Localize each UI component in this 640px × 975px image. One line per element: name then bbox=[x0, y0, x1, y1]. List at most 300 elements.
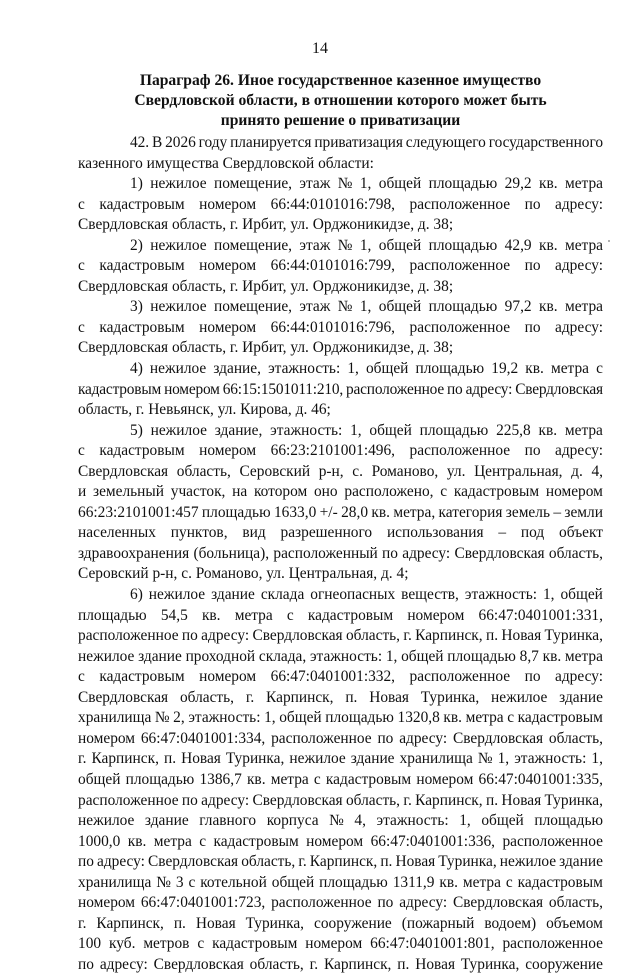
body-line: Свердловская область, г. Ирбит, ул. Орджоникидзе, д. 38; bbox=[78, 339, 454, 357]
word: 66:47:0401001:801, bbox=[370, 935, 495, 953]
word: метра bbox=[153, 832, 192, 850]
word: № bbox=[156, 873, 171, 891]
word: номером bbox=[78, 729, 136, 747]
body-line bbox=[78, 482, 603, 503]
word: проходной bbox=[185, 647, 256, 665]
word: 66:44:0101016:798, bbox=[270, 195, 396, 213]
body-line bbox=[78, 647, 603, 668]
word: нежилое bbox=[150, 298, 207, 316]
body-line: Свердловская область, г. Ирбит, ул. Орджоникидзе, д. 38; bbox=[78, 277, 454, 295]
word: метра bbox=[550, 360, 589, 378]
word: п. bbox=[397, 955, 410, 973]
word: нежилое bbox=[150, 175, 207, 193]
word: помещение, bbox=[213, 298, 292, 316]
word: вид bbox=[242, 524, 266, 542]
word: по bbox=[377, 729, 394, 747]
word: 225,8 bbox=[496, 421, 531, 439]
word: земельный bbox=[93, 483, 164, 501]
word: нежилое bbox=[148, 586, 206, 604]
heading-line: принято решение о приватизации bbox=[220, 112, 461, 129]
word: с bbox=[78, 195, 85, 213]
body-line: Серовский р-н, с. Романово, ул. Центральная, д. 4; bbox=[78, 565, 409, 583]
word: 1, bbox=[264, 709, 276, 727]
word: котором bbox=[253, 483, 308, 501]
body-line: область, г. Невьянск, ул. Кирова, д. 46; bbox=[78, 401, 331, 419]
word: этаж bbox=[299, 298, 331, 316]
word: № bbox=[337, 236, 353, 254]
word: по bbox=[524, 257, 541, 275]
word: 1, bbox=[542, 586, 555, 604]
word: площадью bbox=[201, 503, 271, 521]
word: Туринка, bbox=[460, 955, 520, 973]
word: этажность: bbox=[270, 421, 343, 439]
word: Туринка, bbox=[438, 853, 497, 871]
word: здание bbox=[138, 647, 182, 665]
word: № bbox=[477, 750, 493, 768]
word: номером bbox=[306, 832, 364, 850]
word: Свердловская bbox=[78, 688, 169, 706]
word: метра bbox=[564, 175, 603, 193]
word: участок, bbox=[170, 483, 226, 501]
word: здание, bbox=[213, 360, 261, 378]
body-line bbox=[78, 359, 603, 380]
word: 1, bbox=[497, 750, 510, 768]
word: Свердловская bbox=[153, 955, 244, 973]
word: Новая bbox=[395, 853, 436, 871]
word: п. bbox=[380, 853, 393, 871]
document-body bbox=[78, 133, 603, 975]
word: корпуса bbox=[266, 812, 319, 830]
body-line bbox=[78, 832, 603, 853]
body-line bbox=[78, 811, 603, 832]
word: Свердловская bbox=[252, 627, 343, 645]
word: с bbox=[78, 668, 85, 686]
word: кв. bbox=[539, 175, 558, 193]
word: г. bbox=[309, 955, 319, 973]
word: здание bbox=[211, 586, 255, 604]
word: площадью bbox=[325, 709, 394, 727]
word: кадастровым bbox=[307, 606, 394, 624]
word: по bbox=[524, 318, 541, 336]
body-line bbox=[78, 893, 603, 914]
word: ул. bbox=[446, 462, 466, 480]
word: кадастровым bbox=[213, 832, 299, 850]
word: нежилое bbox=[149, 360, 207, 378]
word: Карпинск, bbox=[91, 750, 159, 768]
body-line bbox=[78, 585, 603, 606]
word: 1, bbox=[591, 750, 603, 768]
word: площадью bbox=[428, 236, 498, 254]
word: общей bbox=[369, 421, 412, 439]
word: 2026 bbox=[165, 134, 196, 151]
word: кв. bbox=[443, 709, 463, 727]
body-line bbox=[78, 606, 603, 627]
word: расположенное bbox=[271, 894, 372, 912]
word: расположенное bbox=[409, 668, 511, 686]
word: 66:23:2101001:496, bbox=[270, 442, 396, 460]
body-line bbox=[78, 441, 603, 462]
body-line bbox=[78, 749, 603, 770]
word: 1, bbox=[347, 360, 359, 378]
word: г. bbox=[298, 853, 307, 871]
body-line bbox=[78, 934, 603, 955]
word: Свердловская bbox=[454, 544, 545, 562]
word: площадью bbox=[319, 873, 388, 891]
word: Новая bbox=[369, 688, 409, 706]
word: главного bbox=[199, 812, 257, 830]
heading-line: Свердловской области, в отношении которого может быть bbox=[134, 92, 547, 109]
word: по bbox=[447, 380, 463, 398]
word: здание bbox=[350, 750, 395, 768]
word: кв. bbox=[539, 298, 558, 316]
word: Туринка, bbox=[544, 627, 603, 645]
word: нежилое bbox=[78, 812, 135, 830]
word: область, bbox=[548, 894, 603, 912]
word: метра bbox=[462, 873, 501, 891]
word: 66:47:0401001:335, bbox=[478, 770, 603, 788]
word: оно bbox=[313, 483, 338, 501]
word: общей bbox=[279, 709, 322, 727]
word: общей bbox=[378, 175, 422, 193]
word: расположенное bbox=[409, 257, 511, 275]
word: 66:23:2101001:457 bbox=[78, 503, 199, 521]
word: адресу: bbox=[555, 318, 603, 336]
word: – bbox=[553, 503, 562, 521]
word: номером bbox=[416, 770, 474, 788]
word: 28,0 bbox=[341, 503, 369, 521]
word: хранилища bbox=[399, 750, 473, 768]
word: метра, bbox=[393, 503, 436, 521]
word: Свердловская bbox=[78, 462, 169, 480]
word: с bbox=[188, 873, 196, 891]
word: кадастровым bbox=[517, 709, 603, 727]
word: земли bbox=[564, 503, 603, 521]
word: общей bbox=[401, 647, 444, 665]
word: Карпинск, bbox=[266, 688, 334, 706]
word: по bbox=[377, 894, 394, 912]
word: кв. bbox=[201, 606, 221, 624]
word: кв. bbox=[542, 647, 562, 665]
word: Туринка, bbox=[245, 914, 305, 932]
body-line bbox=[78, 195, 603, 216]
word: общей bbox=[78, 770, 121, 788]
word: по bbox=[524, 442, 541, 460]
word: расположено, bbox=[344, 483, 434, 501]
word: здание bbox=[559, 688, 603, 706]
word: 97,2 bbox=[504, 298, 532, 316]
body-line bbox=[78, 544, 603, 565]
word: общей bbox=[481, 812, 524, 830]
word: площадью bbox=[415, 360, 485, 378]
word: область, bbox=[241, 853, 296, 871]
word: 1, bbox=[350, 421, 362, 439]
word: 5) bbox=[130, 421, 143, 439]
body-line bbox=[78, 297, 603, 318]
word: площадью bbox=[428, 298, 498, 316]
heading-line: Параграф 26. Иное государственное казенное имущество bbox=[139, 72, 542, 89]
word: расположенное bbox=[78, 791, 179, 809]
word: 2, bbox=[173, 709, 185, 727]
word: г. bbox=[78, 914, 87, 932]
word: Новая bbox=[501, 791, 542, 809]
word: расположенный bbox=[273, 544, 378, 562]
word: Центральная, bbox=[474, 462, 563, 480]
word: по bbox=[181, 627, 198, 645]
page-number: 14 bbox=[312, 40, 328, 57]
word: склада, bbox=[258, 647, 307, 665]
body-line bbox=[78, 688, 603, 709]
word: по bbox=[382, 544, 398, 562]
word: хранилища bbox=[78, 709, 152, 727]
word: кв. bbox=[439, 873, 458, 891]
word: нежилое bbox=[491, 688, 548, 706]
word: использования bbox=[386, 524, 484, 542]
word: площадью bbox=[419, 421, 489, 439]
word: помещение, bbox=[213, 175, 292, 193]
word: кадастровым bbox=[99, 318, 185, 336]
body-line: Свердловская область, г. Ирбит, ул. Орджоникидзе, д. 38; bbox=[78, 216, 454, 234]
word: метров bbox=[143, 935, 190, 953]
word: расположенное bbox=[78, 627, 179, 645]
word: Туринка, bbox=[544, 791, 603, 809]
word: хранилища bbox=[78, 873, 152, 891]
word: этажность: bbox=[268, 360, 341, 378]
word: Свердловская bbox=[452, 729, 544, 747]
word: Свердловская bbox=[252, 791, 343, 809]
word: приватизация bbox=[314, 134, 403, 151]
body-line bbox=[78, 462, 603, 483]
word: номером bbox=[199, 195, 257, 213]
word: В bbox=[152, 134, 163, 151]
word: +/- bbox=[319, 503, 338, 521]
word: Карпинск, bbox=[309, 853, 378, 871]
word: Новая bbox=[181, 750, 221, 768]
word: 66:15:1501011:210, bbox=[222, 380, 343, 398]
word: нежилое bbox=[150, 236, 207, 254]
word: земель bbox=[505, 503, 550, 521]
word: нежилое bbox=[78, 647, 135, 665]
word: адресу: bbox=[402, 544, 451, 562]
word: кадастровым bbox=[453, 483, 540, 501]
word: – bbox=[498, 524, 507, 542]
body-line bbox=[78, 955, 603, 975]
word: (больница), bbox=[193, 544, 270, 562]
word: адресу: bbox=[555, 668, 603, 686]
word: помещение, bbox=[213, 236, 292, 254]
word: следующего bbox=[405, 134, 486, 151]
word: 100 bbox=[78, 935, 102, 953]
word: общей bbox=[378, 298, 422, 316]
word: кадастровым bbox=[99, 195, 185, 213]
word: площадью bbox=[78, 606, 147, 624]
word: по bbox=[78, 955, 94, 973]
word: 66:47:0401001:336, bbox=[370, 832, 496, 850]
word: с bbox=[505, 873, 513, 891]
word: область, bbox=[345, 791, 401, 809]
word: этаж bbox=[299, 175, 331, 193]
word: 1320,8 bbox=[397, 709, 440, 727]
word: с. bbox=[352, 462, 363, 480]
word: кв. bbox=[539, 236, 558, 254]
scan-speck bbox=[608, 240, 610, 242]
word: номером bbox=[199, 318, 257, 336]
word: сооружение bbox=[313, 914, 392, 932]
word: 1, bbox=[459, 812, 471, 830]
word: с bbox=[313, 770, 321, 788]
word: кадастровым bbox=[212, 935, 298, 953]
word: 66:47:0401001:334, bbox=[140, 729, 266, 747]
word: с bbox=[78, 442, 85, 460]
word: нежилое bbox=[499, 853, 557, 871]
word: котельной bbox=[200, 873, 267, 891]
word: область, bbox=[548, 544, 603, 562]
word: Карпинск, bbox=[323, 955, 392, 973]
word: г. bbox=[245, 688, 255, 706]
word: д. bbox=[571, 462, 583, 480]
word: веществ, bbox=[401, 586, 459, 604]
word: с bbox=[507, 709, 515, 727]
word: по bbox=[181, 791, 198, 809]
word: 1000,0 bbox=[78, 832, 121, 850]
word: адресу: bbox=[96, 853, 145, 871]
word: расположенное bbox=[409, 442, 511, 460]
word: метра bbox=[564, 236, 603, 254]
word: область, bbox=[249, 955, 304, 973]
body-line bbox=[78, 791, 603, 812]
word: г. bbox=[403, 627, 412, 645]
body-line bbox=[78, 626, 603, 647]
word: расположенное bbox=[346, 380, 444, 398]
body-line bbox=[78, 914, 603, 935]
paragraph-heading bbox=[78, 71, 603, 131]
word: Свердловская bbox=[148, 853, 239, 871]
word: расположенное bbox=[502, 935, 603, 953]
word: кадастровым bbox=[78, 380, 162, 398]
word: Карпинск, bbox=[415, 627, 483, 645]
word: здравоохранения bbox=[78, 544, 190, 562]
word: метра bbox=[564, 421, 603, 439]
word: 1, bbox=[359, 298, 372, 316]
word: нежилое bbox=[289, 750, 346, 768]
word: адресу: bbox=[555, 442, 603, 460]
word: площадью bbox=[534, 812, 603, 830]
word: этажность: bbox=[514, 750, 587, 768]
word: метра bbox=[270, 770, 309, 788]
word: здание, bbox=[214, 421, 263, 439]
word: кадастровым bbox=[325, 770, 412, 788]
word: 2) bbox=[130, 236, 143, 254]
word: № bbox=[337, 298, 353, 316]
word: сооружение bbox=[525, 955, 603, 973]
word: метра bbox=[564, 298, 603, 316]
word: государственного bbox=[488, 134, 603, 151]
word: с bbox=[596, 360, 603, 378]
word: номером bbox=[407, 606, 465, 624]
body-line bbox=[78, 318, 603, 339]
word: кв. bbox=[246, 770, 266, 788]
body-line bbox=[78, 729, 603, 750]
word: 1633,0 bbox=[273, 503, 317, 521]
word: расположенное bbox=[409, 195, 511, 213]
word: адресу: bbox=[555, 257, 603, 275]
word: объемом bbox=[546, 914, 603, 932]
word: планируется bbox=[230, 134, 312, 151]
word: п. bbox=[485, 627, 499, 645]
body-line bbox=[78, 236, 603, 257]
word: Карпинск, bbox=[96, 914, 164, 932]
body-line bbox=[78, 667, 603, 688]
word: 6) bbox=[130, 586, 143, 604]
word: общей bbox=[365, 360, 409, 378]
word: метра bbox=[234, 606, 273, 624]
word: площадью bbox=[125, 770, 195, 788]
word: адресу: bbox=[399, 729, 448, 747]
word: адресу: bbox=[399, 894, 448, 912]
word: пунктов, bbox=[170, 524, 228, 542]
word: 1386,7 bbox=[199, 770, 242, 788]
word: этажность: bbox=[188, 709, 261, 727]
word: кв. bbox=[525, 360, 544, 378]
word: п. bbox=[163, 750, 177, 768]
word: 1) bbox=[130, 175, 143, 193]
body-line bbox=[78, 873, 603, 894]
word: № bbox=[329, 812, 344, 830]
word: 1, bbox=[359, 175, 372, 193]
word: кв. bbox=[538, 421, 558, 439]
word: общей bbox=[560, 586, 603, 604]
word: область, bbox=[176, 462, 231, 480]
word: 66:47:0401001:723, bbox=[140, 894, 266, 912]
word: 42. bbox=[130, 134, 150, 151]
word: 3) bbox=[130, 298, 143, 316]
word: номером bbox=[305, 935, 363, 953]
word: 66:47:0401001:331, bbox=[478, 606, 603, 624]
word: 66:47:0401001:332, bbox=[270, 668, 396, 686]
word: № bbox=[337, 175, 353, 193]
word: область, bbox=[179, 688, 235, 706]
word: году bbox=[198, 134, 228, 151]
word: кадастровым bbox=[99, 257, 185, 275]
word: с bbox=[78, 318, 85, 336]
word: п. bbox=[173, 914, 186, 932]
word: номером bbox=[545, 483, 603, 501]
word: область, bbox=[345, 627, 401, 645]
word: 66:44:0101016:796, bbox=[270, 318, 396, 336]
word: номером bbox=[164, 380, 220, 398]
body-line bbox=[78, 421, 603, 442]
word: и bbox=[78, 483, 87, 501]
word: расположенное bbox=[409, 318, 511, 336]
body-line bbox=[78, 708, 603, 729]
word: п. bbox=[485, 791, 499, 809]
word: с bbox=[440, 483, 448, 501]
word: (пожарный bbox=[401, 914, 475, 932]
word: разрешенного bbox=[280, 524, 373, 542]
word: водоем) bbox=[484, 914, 537, 932]
word: Серовский bbox=[239, 462, 311, 480]
body-line bbox=[78, 256, 603, 277]
word: кадастровым bbox=[99, 442, 185, 460]
body-line bbox=[78, 770, 603, 791]
word: 4) bbox=[130, 360, 143, 378]
word: адресу: bbox=[201, 791, 250, 809]
body-line: казенного имущества Свердловской области: bbox=[78, 154, 374, 172]
word: 19,2 bbox=[491, 360, 519, 378]
word: расположенное bbox=[271, 729, 372, 747]
word: 3 bbox=[175, 873, 184, 891]
word: расположенное bbox=[502, 832, 603, 850]
word: номером bbox=[199, 257, 257, 275]
